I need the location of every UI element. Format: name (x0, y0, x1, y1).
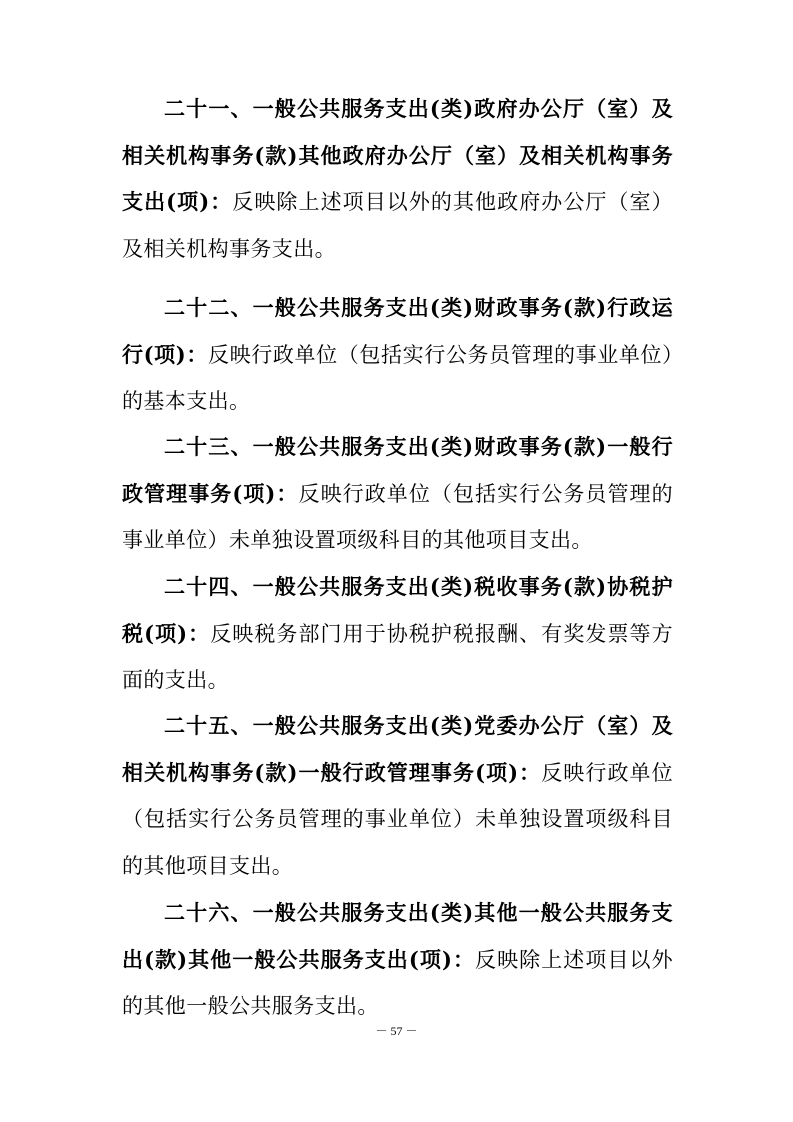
paragraph-body: 反映除上述项目以外的其他一般公共服务支出。 (122, 947, 673, 1018)
paragraph-body: 反映行政单位（包括实行公务员管理的事业单位）未单独设置项级科目的其他项目支出。 (122, 760, 673, 878)
paragraph-heading: 二十三、一般公共服务支出(类)财政事务(款)一般行政管理事务(项)： (122, 434, 673, 506)
paragraph-body: 反映税务部门用于协税护税报酬、有奖发票等方面的支出。 (122, 621, 673, 692)
page-number: － 57 － (375, 1024, 418, 1038)
paragraph-25 (122, 703, 673, 889)
paragraph-23 (122, 424, 673, 564)
paragraph-heading: 二十六、一般公共服务支出(类)其他一般公共服务支出(款)其他一般公共服务支出(项)： (122, 900, 673, 972)
paragraph-body: 反映行政单位（包括实行公务员管理的事业单位）的基本支出。 (122, 342, 673, 413)
paragraph-22 (122, 285, 673, 425)
paragraph-24 (122, 564, 673, 704)
paragraph-26 (122, 890, 673, 1030)
paragraph-21 (122, 86, 673, 272)
paragraph-body: 反映除上述项目以外的其他政府办公厅（室）及相关机构事务支出。 (122, 190, 674, 261)
paragraph-heading: 二十五、一般公共服务支出(类)党委办公厅（室）及相关机构事务(款)一般行政管理事务(项)： (122, 713, 673, 785)
paragraph-heading: 二十二、一般公共服务支出(类)财政事务(款)行政运行(项)： (122, 295, 673, 367)
paragraph-heading: 二十一、一般公共服务支出(类)政府办公厅（室）及相关机构事务(款)其他政府办公厅（室）及相关机构事务支出(项)： (122, 96, 673, 214)
paragraph-heading: 二十四、一般公共服务支出(类)税收事务(款)协税护税(项)： (122, 574, 673, 646)
paragraph-body: 反映行政单位（包括实行公务员管理的事业单位）未单独设置项级科目的其他项目支出。 (122, 481, 673, 552)
